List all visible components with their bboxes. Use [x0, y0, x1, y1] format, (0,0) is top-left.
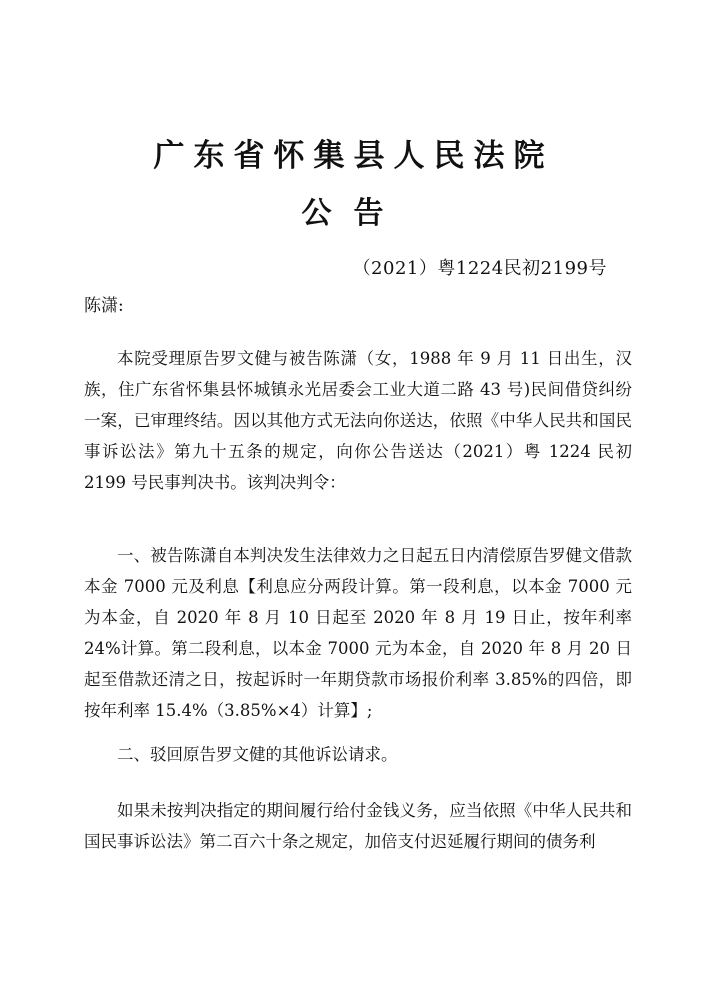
paragraph-case-summary: 本院受理原告罗文健与被告陈潇（女，1988 年 9 月 11 日出生，汉族，住广东省怀集县怀城镇永光居委会工业大道二路 43 号)民间借贷纠纷一案，已审理终结。因以其他方式无法向你送达，依照《中华人民共和国民事诉讼法》第九十五条的规定，向你公告送达（2021）粤 1224 民初 2199 号民事判决书。该判决判令：	[84, 349, 632, 492]
paragraph-judgment-item-2: 二、驳回原告罗文健的其他诉讼请求。	[117, 745, 398, 764]
paragraph-enforcement-notice: 如果未按判决指定的期间履行给付金钱义务，应当依照《中华人民共和国民事诉讼法》第二百六十条之规定，加倍支付迟延履行期间的债务利	[84, 801, 632, 851]
document-title: 公告	[301, 196, 406, 231]
court-name-heading: 广东省怀集县人民法院	[153, 138, 554, 174]
case-number: （2021）粤1224民初2199号	[352, 258, 607, 279]
recipient-salutation: 陈潇:	[84, 296, 124, 316]
paragraph-judgment-item-1: 一、被告陈潇自本判决发生法律效力之日起五日内清偿原告罗健文借款本金 7000 元及利息【利息应分两段计算。第一段利息，以本金 7000 元为本金，自 2020 年 8 月 10 日起至 2020 年 8 月 19 日止，按年利率 24%计算。第二段利息，以本金 7000 元为本金，自 2020 年 8 月 20 日起至借款还清之日，按起诉时一年期贷款市场报价利率 3.85%的四倍，即按年利率 15.4%（3.85%×4）计算】;	[84, 546, 632, 720]
